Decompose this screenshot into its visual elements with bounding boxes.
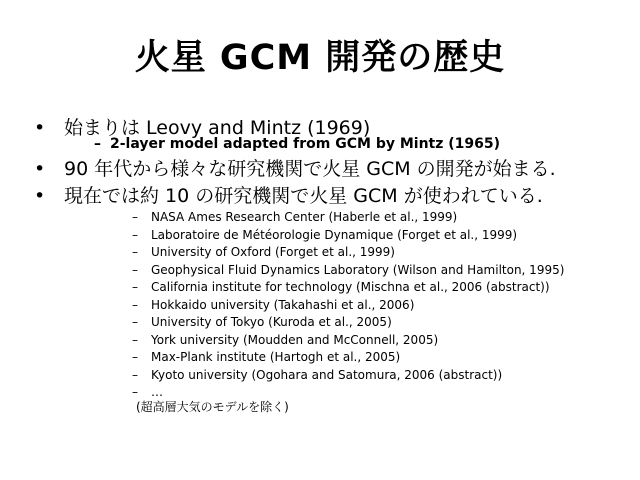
- institution-item: [132, 314, 564, 332]
- institution-text: University of Tokyo (Kuroda et al., 2005): [151, 315, 392, 329]
- list-dash: –: [132, 367, 138, 382]
- institution-list: [132, 209, 564, 402]
- list-dash: –: [132, 210, 138, 224]
- list-dash: –: [132, 315, 138, 329]
- institution-text: York university (Moudden and McConnell, 2005): [151, 332, 439, 347]
- bullet-marker: •: [34, 158, 46, 180]
- institution-item: [132, 209, 564, 227]
- list-dash: –: [132, 227, 138, 242]
- sub-bullet-item: [94, 135, 500, 153]
- list-dash: –: [132, 385, 138, 399]
- institution-item: [132, 279, 564, 297]
- list-dash: –: [132, 332, 138, 347]
- institution-text: University of Oxford (Forget et al., 1999): [151, 245, 395, 259]
- institution-item: [132, 297, 564, 315]
- institution-text: NASA Ames Research Center (Haberle et al., 1999): [151, 210, 458, 224]
- institution-text: Max-Plank institute (Hartogh et al., 2005): [151, 350, 401, 364]
- institution-text: Hokkaido university (Takahashi et al., 2006): [151, 297, 415, 312]
- institution-text: …: [151, 385, 163, 399]
- institution-item: [132, 367, 564, 385]
- exclusion-note: (超高層大気のモデルを除く): [136, 400, 289, 414]
- institution-text: California institute for technology (Mischna et al., 2006 (abstract)): [151, 280, 550, 294]
- list-dash: –: [132, 350, 138, 364]
- institution-item: [132, 349, 564, 367]
- slide-title: 火星 GCM 開発の歴史: [134, 38, 506, 78]
- institution-text: Kyoto university (Ogohara and Satomura, 2006 (abstract)): [151, 367, 503, 382]
- bullet-marker: •: [34, 185, 46, 207]
- institution-item: [132, 332, 564, 350]
- institution-text: Geophysical Fluid Dynamics Laboratory (Wilson and Hamilton, 1995): [151, 262, 565, 277]
- institution-item: [132, 227, 564, 245]
- institution-text: Laboratoire de Météorologie Dynamique (Forget et al., 1999): [151, 227, 518, 242]
- bullet-text: 90 年代から様々な研究機関で火星 GCM の開発が始まる.: [64, 158, 556, 180]
- bullet-marker: •: [34, 117, 46, 139]
- bullet-text: 始まりは Leovy and Mintz (1969): [64, 117, 371, 139]
- list-dash: –: [132, 297, 138, 312]
- bullet-item: [34, 157, 556, 181]
- list-dash: –: [132, 245, 138, 259]
- list-dash: –: [132, 280, 138, 294]
- sub-bullet-text: 2-layer model adapted from GCM by Mintz (1965): [110, 136, 501, 152]
- list-dash: –: [132, 262, 138, 277]
- institution-item: [132, 262, 564, 280]
- bullet-item: [34, 184, 543, 208]
- sub-bullet-marker: –: [94, 136, 101, 152]
- bullet-text: 現在では約 10 の研究機関で火星 GCM が使われている.: [64, 185, 543, 207]
- institution-item: [132, 244, 564, 262]
